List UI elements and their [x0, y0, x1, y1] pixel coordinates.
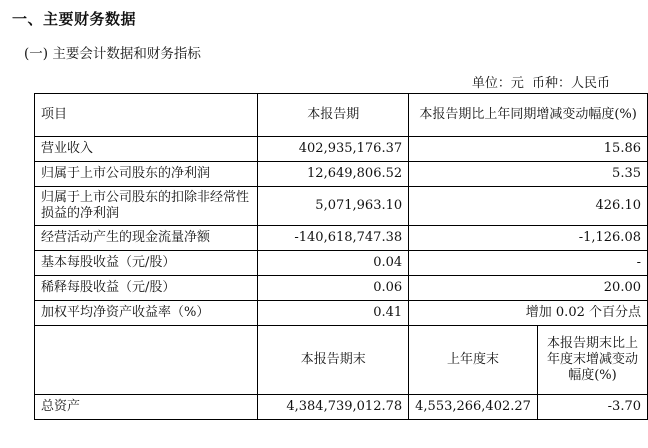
unit-label: 单位：元	[471, 76, 524, 91]
row-item: 营业收入	[35, 137, 258, 162]
header-change: 本报告期比上年同期增减变动幅度(%)	[409, 94, 648, 137]
row-change: 15.86	[409, 137, 648, 162]
table-header-row	[35, 94, 648, 137]
row-current: -140,618,747.38	[258, 226, 409, 251]
table-row	[35, 226, 648, 251]
header-current-period: 本报告期	[258, 94, 409, 137]
row-current: 0.41	[258, 301, 409, 326]
subsection-title: (一) 主要会计数据和财务指标	[24, 46, 201, 62]
row-item: 归属于上市公司股东的扣除非经常性损益的净利润	[35, 187, 258, 226]
row-current: 0.06	[258, 276, 409, 301]
row-change: -1,126.08	[409, 226, 648, 251]
row-item: 归属于上市公司股东的净利润	[35, 162, 258, 187]
table-row	[35, 187, 648, 226]
row-item: 总资产	[35, 395, 258, 420]
table-row	[35, 162, 648, 187]
table-row	[35, 395, 648, 420]
header2-period-end: 本报告期末	[258, 326, 409, 395]
header2-item	[35, 326, 258, 395]
row-change: 增加 0.02 个百分点	[409, 301, 648, 326]
unit-line	[468, 72, 610, 91]
table-row	[35, 251, 648, 276]
row-current: 12,649,806.52	[258, 162, 409, 187]
row-current: 402,935,176.37	[258, 137, 409, 162]
row-item: 加权平均净资产收益率（%）	[35, 301, 258, 326]
row-current: 5,071,963.10	[258, 187, 409, 226]
row-current: 0.04	[258, 251, 409, 276]
row-item: 经营活动产生的现金流量净额	[35, 226, 258, 251]
row-item: 基本每股收益（元/股）	[35, 251, 258, 276]
currency-label: 币种：人民币	[531, 76, 610, 91]
row-change: 20.00	[409, 276, 648, 301]
row-change: -3.70	[537, 395, 647, 420]
table-header-row-2	[35, 326, 648, 395]
row-item: 稀释每股收益（元/股）	[35, 276, 258, 301]
row-change: 426.10	[409, 187, 648, 226]
section-title: 一、主要财务数据	[12, 10, 137, 28]
header-item: 项目	[35, 94, 258, 137]
table-row	[35, 276, 648, 301]
row-change: -	[409, 251, 648, 276]
table-row	[35, 137, 648, 162]
row-change: 5.35	[409, 162, 648, 187]
financial-data-table	[34, 93, 648, 420]
row-last-year-end: 4,553,266,402.27	[409, 395, 538, 420]
header2-change: 本报告期末比上年度末增减变动幅度(%)	[537, 326, 647, 395]
row-period-end: 4,384,739,012.78	[258, 395, 409, 420]
header2-last-year-end: 上年度末	[409, 326, 538, 395]
table-row	[35, 301, 648, 326]
